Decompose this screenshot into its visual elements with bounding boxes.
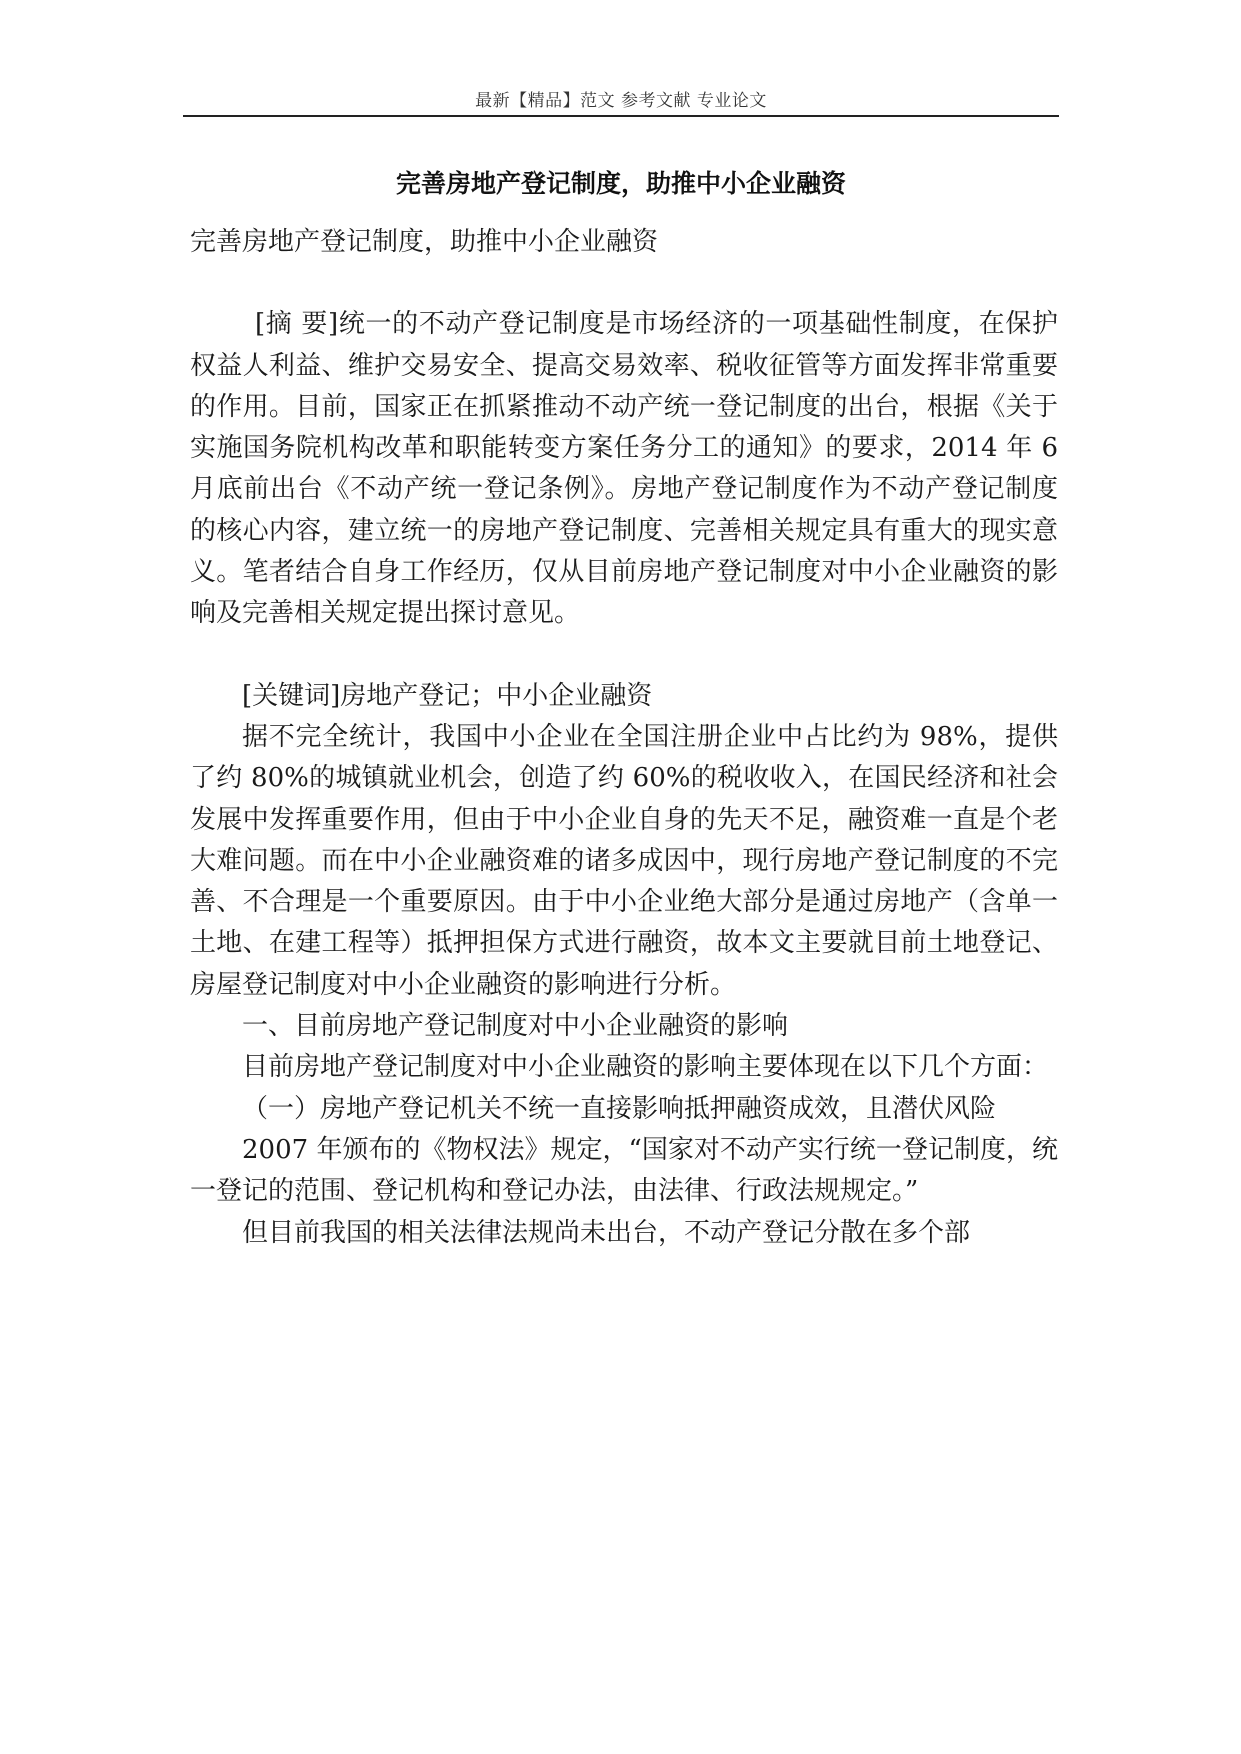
continuation-paragraph: 但目前我国的相关法律法规尚未出台，不动产登记分散在多个部	[242, 1217, 971, 1248]
abstract-paragraph: [摘 要]统一的不动产登记制度是市场经济的一项基础性制度，在保护权益人利益、维护交易安全、提高交易效率、税收征管等方面发挥非常重要的作用。目前，国家正在抓紧推动不动产统一登记制度的出台，根据《关于实施国务院机构改革和职能转变方案任务分工的通知》的要求，2014 年 6 月底前出台《不动产统一登记条例》。房地产登记制度作为不动产登记制度的核心内容，建立统一的房地产登记制度、完善相关规定具有重大的现实意义。笔者结合自身工作经历，仅从目前房地产登记制度对中小企业融资的影响及完善相关规定提出探讨意见。	[190, 309, 1058, 629]
section-heading-1: 一、目前房地产登记制度对中小企业融资的影响	[242, 1011, 789, 1042]
law-quote-paragraph: 2007 年颁布的《物权法》规定，“国家对不动产实行统一登记制度，统一登记的范围、登记机构和登记办法，由法律、行政法规规定。”	[190, 1134, 1058, 1207]
document-body	[190, 222, 1058, 1254]
subsection-heading-1: （一）房地产登记机关不统一直接影响抵押融资成效，且潜伏风险	[242, 1093, 997, 1124]
header-divider	[183, 115, 1059, 117]
section-1-intro-paragraph: 目前房地产登记制度对中小企业融资的影响主要体现在以下几个方面：	[242, 1052, 1049, 1083]
document-subtitle: 完善房地产登记制度，助推中小企业融资	[190, 227, 659, 257]
intro-paragraph: 据不完全统计，我国中小企业在全国注册企业中占比约为 98%，提供了约 80%的城镇就业机会，创造了约 60%的税收收入，在国民经济和社会发展中发挥重要作用，但由于中小企业自身的先天不足，融资难一直是个老大难问题。而在中小企业融资难的诸多成因中，现行房地产登记制度的不完善、不合理是一个重要原因。由于中小企业绝大部分是通过房地产（含单一土地、在建工程等）抵押担保方式进行融资，故本文主要就目前土地登记、房屋登记制度对中小企业融资的影响进行分析。	[190, 721, 1058, 1000]
document-title: 完善房地产登记制度，助推中小企业融资	[395, 169, 846, 198]
keywords-paragraph: [关键词]房地产登记；中小企业融资	[242, 680, 653, 711]
page-header: 最新【精品】范文 参考文献 专业论文	[475, 91, 767, 111]
